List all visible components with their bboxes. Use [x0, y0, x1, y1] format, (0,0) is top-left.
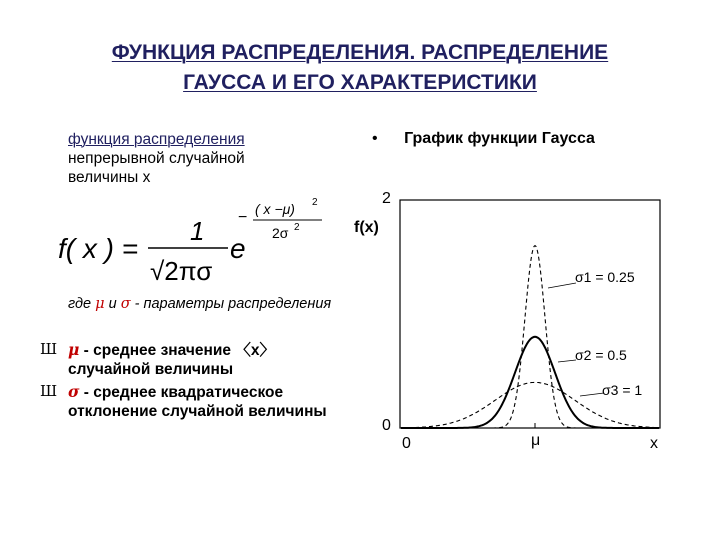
x-tick-label: μ [531, 432, 541, 449]
definition-text [68, 130, 368, 187]
distribution-function-link[interactable]: функция распределения [68, 131, 245, 148]
x-tick-label: x [650, 435, 658, 452]
graph-heading [372, 130, 595, 148]
x-tick-label: 0 [402, 435, 411, 452]
gauss-chart [340, 180, 680, 460]
list-item [40, 340, 360, 379]
formula-exp-base: e [230, 233, 246, 264]
formula-exp-sign: − [238, 209, 248, 226]
series-label-leader [548, 283, 576, 288]
note-prefix: где [68, 296, 92, 312]
bullet-mark: Ш [40, 340, 58, 358]
page-title [30, 38, 690, 98]
formula-exp-denominator: 2σ [272, 225, 289, 241]
bullet-symbol: μ [68, 340, 80, 359]
series-label: σ3 = 1 [602, 382, 643, 398]
formula-exp-power: 2 [312, 197, 318, 208]
series-label: σ2 = 0.5 [575, 347, 627, 363]
series-label-leader [580, 393, 604, 396]
parameters-note [68, 296, 368, 313]
title-line-1: ФУНКЦИЯ РАСПРЕДЕЛЕНИЯ. РАСПРЕДЕЛЕНИЕ [111, 41, 609, 64]
sigma-symbol: σ [120, 296, 131, 312]
bullet-mark: Ш [40, 382, 58, 400]
y-tick-label: 0 [382, 417, 391, 434]
bullet-text: - среднее значение 〈x〉 случайной величины [68, 342, 275, 378]
series-label-leader [558, 360, 576, 362]
note-suffix: - параметры распределения [134, 296, 332, 312]
definition-line-3: величины x [68, 169, 151, 186]
list-item [40, 382, 360, 421]
formula-denominator: √2πσ [150, 256, 213, 286]
title-line-2: ГАУССА И ЕГО ХАРАКТЕРИСТИКИ [183, 71, 537, 94]
formula-exp-numerator: ( x −μ) [255, 201, 295, 217]
bullet-symbol: σ [68, 382, 80, 401]
y-tick-label: 2 [382, 190, 391, 207]
bullet-text: - среднее квадратическое отклонение случайной величины [68, 384, 327, 420]
definition-line-2: непрерывной случайной [68, 150, 245, 167]
bullet-dot: • [372, 130, 378, 147]
series-label: σ1 = 0.25 [575, 269, 635, 285]
mu-symbol: μ [95, 296, 105, 312]
graph-heading-text: График функции Гаусса [404, 130, 595, 147]
formula-exp-den-power: 2 [294, 222, 300, 233]
characteristics-list [40, 340, 360, 424]
formula-lhs: f( x ) = [58, 233, 139, 264]
gauss-formula [50, 190, 350, 290]
formula-numerator: 1 [190, 216, 205, 246]
y-axis-label: f(x) [354, 219, 379, 236]
note-and: и [108, 296, 117, 312]
